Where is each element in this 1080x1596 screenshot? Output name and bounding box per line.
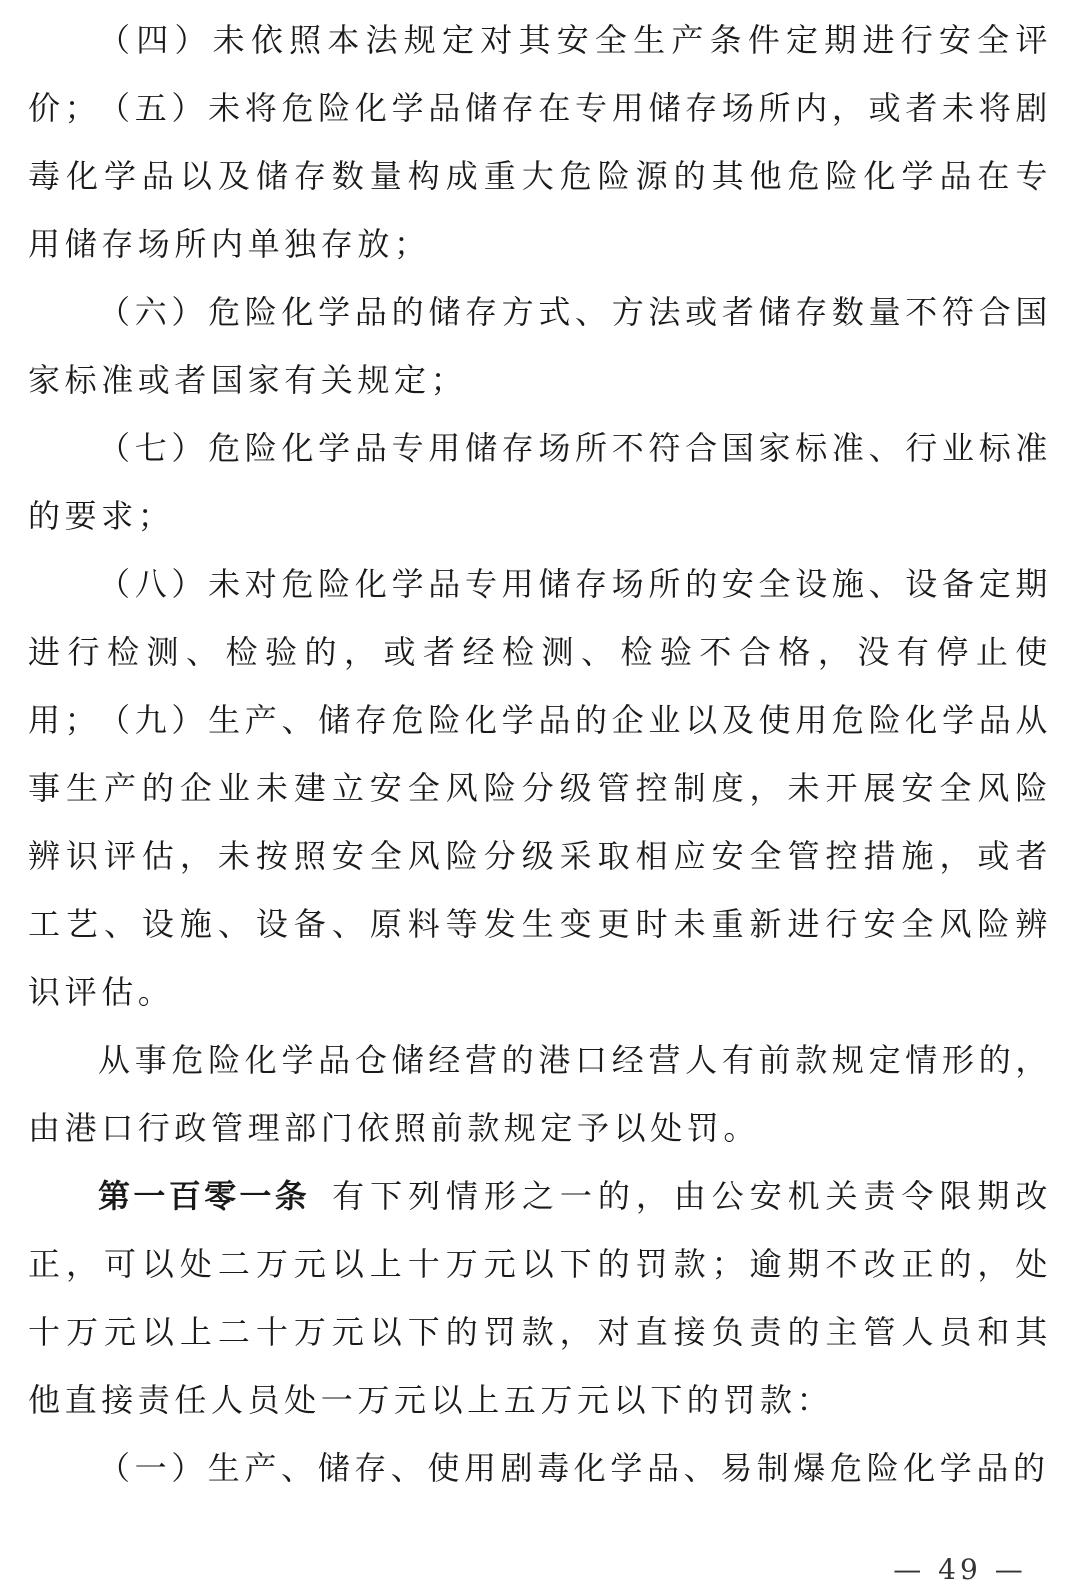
page-number: — 49 — <box>893 1553 1027 1586</box>
paragraph-item-4: （四）未依照本法规定对其安全生产条件定期进行安全评价； <box>28 21 1052 127</box>
article-text: 有下列情形之一的，由公安机关责令限期改正，可以处二万元以上十万元以下的罚款；逾期不改正的，处十万元以上二十万元以下的罚款，对直接负责的主管人员和其他直接责任人员处一万元以上五万元以下的罚款： <box>28 1177 1052 1419</box>
paragraph-item-5: （五）未将危险化学品储存在专用储存场所内，或者未将剧毒化学品以及储存数量构成重大危险源的其他危险化学品在专用储存场所内单独存放； <box>28 89 1052 263</box>
article-101-paragraph <box>28 1162 1052 1434</box>
paragraph-item-6: （六）危险化学品的储存方式、方法或者储存数量不符合国家标准或者国家有关规定； <box>28 293 1052 399</box>
paragraph-item-8: （八）未对危险化学品专用储存场所的安全设施、设备定期进行检测、检验的，或者经检测、检验不合格，没有停止使用； <box>28 565 1052 739</box>
paragraph-item-1: （一）生产、储存、使用剧毒化学品、易制爆危险化学品的 <box>98 1449 1050 1487</box>
paragraph-item-7: （七）危险化学品专用储存场所不符合国家标准、行业标准的要求； <box>28 429 1052 535</box>
paragraph-item-9: （九）生产、储存危险化学品的企业以及使用危险化学品从事生产的企业未建立安全风险分级管控制度，未开展安全风险辨识评估，未按照安全风险分级采取相应安全管控措施，或者工艺、设施、设备、原料等发生变更时未重新进行安全风险辨识评估。 <box>28 701 1052 1011</box>
article-title: 第一百零一条 <box>98 1177 311 1215</box>
port-operator-paragraph: 从事危险化学品仓储经营的港口经营人有前款规定情形的，由港口行政管理部门依照前款规定予以处罚。 <box>28 1041 1052 1147</box>
